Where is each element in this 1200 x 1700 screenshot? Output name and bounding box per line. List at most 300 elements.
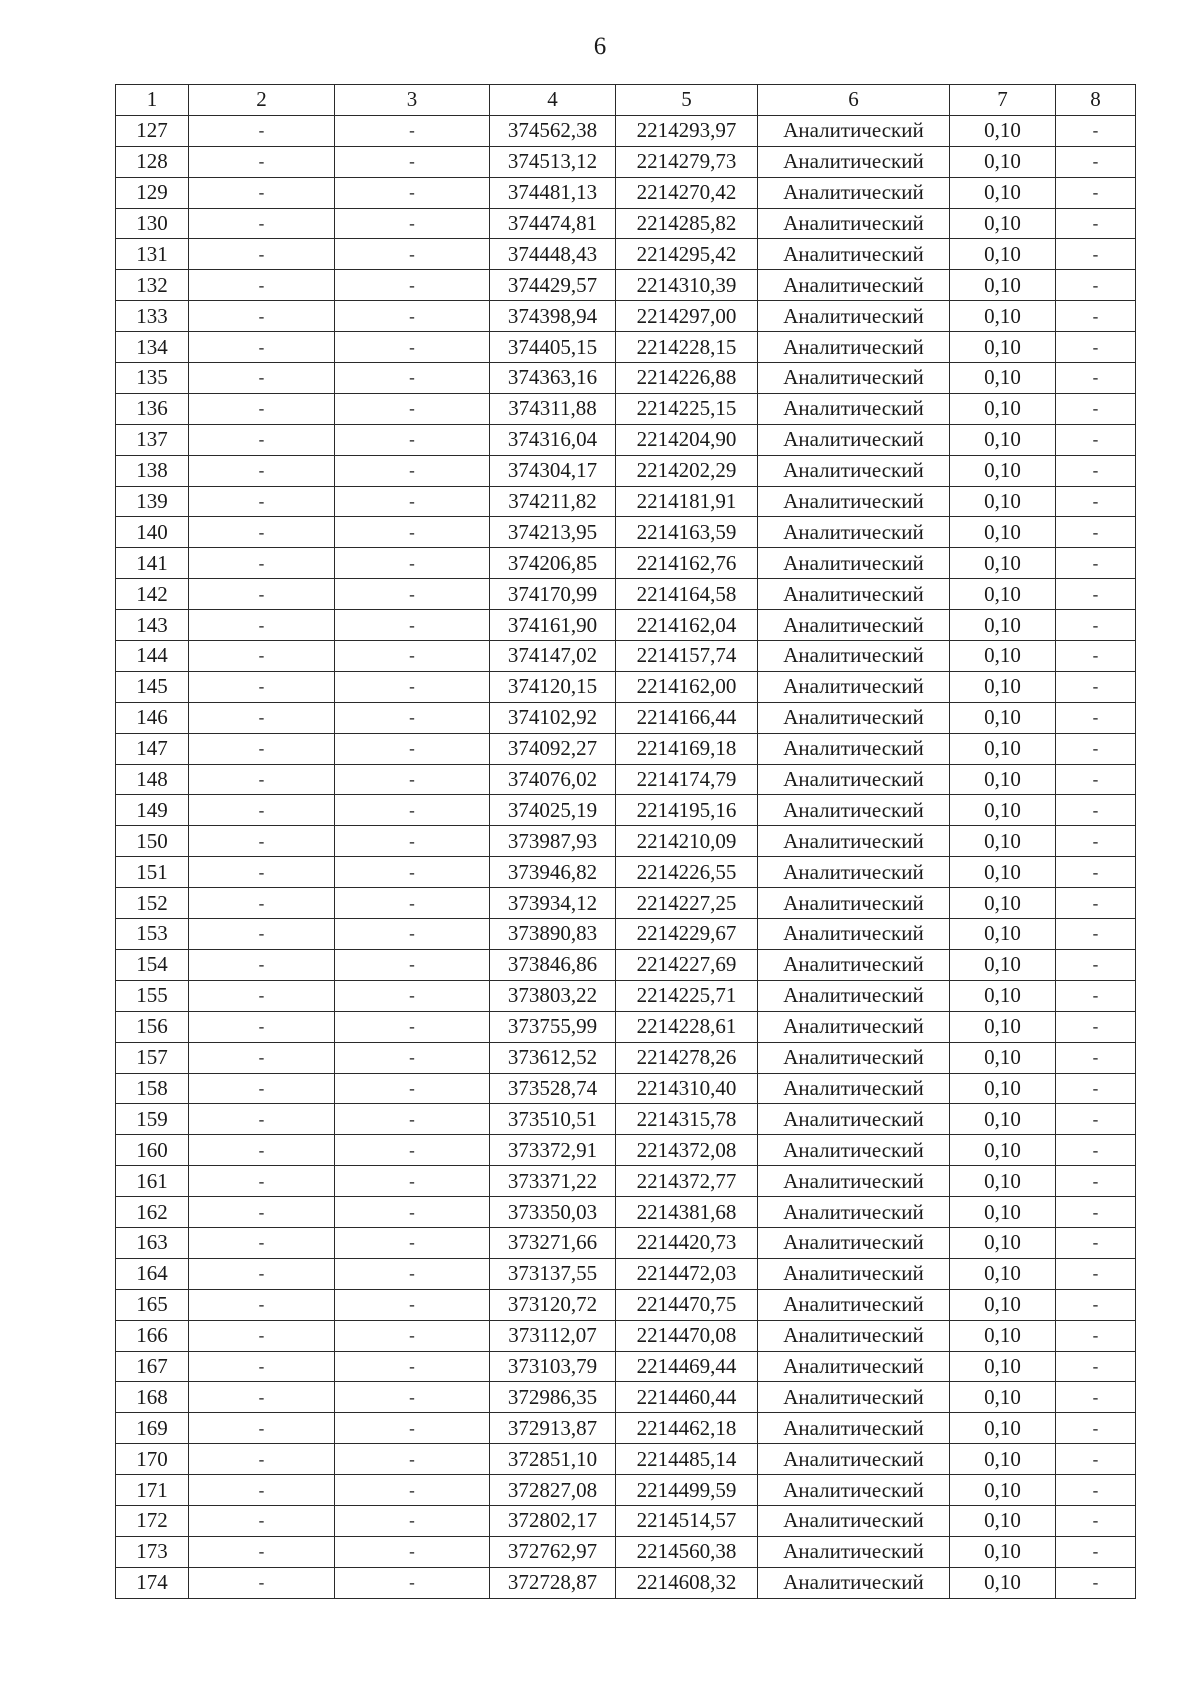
accuracy-cell: 0,10 — [950, 1382, 1056, 1413]
accuracy-cell: 0,10 — [950, 486, 1056, 517]
table-row — [116, 1320, 1136, 1351]
accuracy-cell: 0,10 — [950, 826, 1056, 857]
table-row — [116, 270, 1136, 301]
x-coordinate-cell: 374429,57 — [490, 270, 616, 301]
x-coordinate-cell: 374398,94 — [490, 301, 616, 332]
accuracy-cell: 0,10 — [950, 1505, 1056, 1536]
x-coordinate-cell: 374076,02 — [490, 764, 616, 795]
col8-cell: - — [1056, 1227, 1136, 1258]
col3-cell: - — [335, 1444, 490, 1475]
accuracy-cell: 0,10 — [950, 857, 1056, 888]
col8-cell: - — [1056, 177, 1136, 208]
table-row — [116, 764, 1136, 795]
x-coordinate-cell: 374513,12 — [490, 146, 616, 177]
table-row — [116, 332, 1136, 363]
point-number-cell: 144 — [116, 641, 189, 672]
x-coordinate-cell: 374363,16 — [490, 363, 616, 394]
accuracy-cell: 0,10 — [950, 1351, 1056, 1382]
method-cell: Аналитический — [758, 671, 950, 702]
y-coordinate-cell: 2214210,09 — [616, 826, 758, 857]
table-row — [116, 1135, 1136, 1166]
col2-cell: - — [189, 1444, 335, 1475]
table-row — [116, 1042, 1136, 1073]
y-coordinate-cell: 2214229,67 — [616, 919, 758, 950]
y-coordinate-cell: 2214310,40 — [616, 1073, 758, 1104]
accuracy-cell: 0,10 — [950, 1135, 1056, 1166]
accuracy-cell: 0,10 — [950, 239, 1056, 270]
method-cell: Аналитический — [758, 1258, 950, 1289]
col2-cell: - — [189, 1320, 335, 1351]
col8-cell: - — [1056, 115, 1136, 146]
y-coordinate-cell: 2214278,26 — [616, 1042, 758, 1073]
method-cell: Аналитический — [758, 949, 950, 980]
point-number-cell: 165 — [116, 1289, 189, 1320]
col8-cell: - — [1056, 888, 1136, 919]
x-coordinate-cell: 373987,93 — [490, 826, 616, 857]
point-number-cell: 128 — [116, 146, 189, 177]
table-row — [116, 1197, 1136, 1228]
accuracy-cell: 0,10 — [950, 579, 1056, 610]
point-number-cell: 148 — [116, 764, 189, 795]
accuracy-cell: 0,10 — [950, 702, 1056, 733]
col2-cell: - — [189, 517, 335, 548]
point-number-cell: 135 — [116, 363, 189, 394]
method-cell: Аналитический — [758, 1505, 950, 1536]
table-row — [116, 455, 1136, 486]
col2-cell: - — [189, 270, 335, 301]
table-row — [116, 177, 1136, 208]
method-cell: Аналитический — [758, 208, 950, 239]
accuracy-cell: 0,10 — [950, 1258, 1056, 1289]
point-number-cell: 155 — [116, 980, 189, 1011]
y-coordinate-cell: 2214162,04 — [616, 610, 758, 641]
method-cell: Аналитический — [758, 393, 950, 424]
table-row — [116, 1104, 1136, 1135]
method-cell: Аналитический — [758, 177, 950, 208]
col3-cell: - — [335, 1351, 490, 1382]
point-number-cell: 131 — [116, 239, 189, 270]
y-coordinate-cell: 2214163,59 — [616, 517, 758, 548]
method-cell: Аналитический — [758, 1011, 950, 1042]
method-cell: Аналитический — [758, 1320, 950, 1351]
col3-cell: - — [335, 980, 490, 1011]
method-cell: Аналитический — [758, 301, 950, 332]
col3-cell: - — [335, 1505, 490, 1536]
accuracy-cell: 0,10 — [950, 610, 1056, 641]
method-cell: Аналитический — [758, 1351, 950, 1382]
accuracy-cell: 0,10 — [950, 888, 1056, 919]
col8-cell: - — [1056, 1166, 1136, 1197]
x-coordinate-cell: 372986,35 — [490, 1382, 616, 1413]
x-coordinate-cell: 372728,87 — [490, 1567, 616, 1598]
y-coordinate-cell: 2214166,44 — [616, 702, 758, 733]
table-row — [116, 301, 1136, 332]
coordinates-table — [115, 84, 1136, 1599]
accuracy-cell: 0,10 — [950, 1289, 1056, 1320]
y-coordinate-cell: 2214293,97 — [616, 115, 758, 146]
x-coordinate-cell: 373137,55 — [490, 1258, 616, 1289]
col3-cell: - — [335, 1011, 490, 1042]
col3-cell: - — [335, 270, 490, 301]
col3-cell: - — [335, 1320, 490, 1351]
col8-cell: - — [1056, 641, 1136, 672]
accuracy-cell: 0,10 — [950, 1444, 1056, 1475]
method-cell: Аналитический — [758, 332, 950, 363]
col2-cell: - — [189, 239, 335, 270]
col8-cell: - — [1056, 733, 1136, 764]
point-number-cell: 166 — [116, 1320, 189, 1351]
accuracy-cell: 0,10 — [950, 1104, 1056, 1135]
x-coordinate-cell: 374316,04 — [490, 424, 616, 455]
y-coordinate-cell: 2214297,00 — [616, 301, 758, 332]
x-coordinate-cell: 374211,82 — [490, 486, 616, 517]
point-number-cell: 127 — [116, 115, 189, 146]
col2-cell: - — [189, 115, 335, 146]
table-row — [116, 641, 1136, 672]
accuracy-cell: 0,10 — [950, 1475, 1056, 1506]
col3-cell: - — [335, 455, 490, 486]
col8-cell: - — [1056, 795, 1136, 826]
point-number-cell: 170 — [116, 1444, 189, 1475]
y-coordinate-cell: 2214225,71 — [616, 980, 758, 1011]
col8-cell: - — [1056, 1413, 1136, 1444]
y-coordinate-cell: 2214469,44 — [616, 1351, 758, 1382]
col8-cell: - — [1056, 1011, 1136, 1042]
col2-cell: - — [189, 393, 335, 424]
table-row — [116, 671, 1136, 702]
col3-cell: - — [335, 1475, 490, 1506]
point-number-cell: 132 — [116, 270, 189, 301]
col3-cell: - — [335, 1197, 490, 1228]
col8-cell: - — [1056, 949, 1136, 980]
col3-cell: - — [335, 1073, 490, 1104]
table-row — [116, 1413, 1136, 1444]
accuracy-cell: 0,10 — [950, 1567, 1056, 1598]
col2-cell: - — [189, 1351, 335, 1382]
x-coordinate-cell: 374092,27 — [490, 733, 616, 764]
x-coordinate-cell: 373103,79 — [490, 1351, 616, 1382]
y-coordinate-cell: 2214310,39 — [616, 270, 758, 301]
col8-cell: - — [1056, 1351, 1136, 1382]
method-cell: Аналитический — [758, 548, 950, 579]
col3-cell: - — [335, 733, 490, 764]
accuracy-cell: 0,10 — [950, 980, 1056, 1011]
method-cell: Аналитический — [758, 1197, 950, 1228]
y-coordinate-cell: 2214485,14 — [616, 1444, 758, 1475]
x-coordinate-cell: 374562,38 — [490, 115, 616, 146]
accuracy-cell: 0,10 — [950, 733, 1056, 764]
point-number-cell: 153 — [116, 919, 189, 950]
point-number-cell: 140 — [116, 517, 189, 548]
y-coordinate-cell: 2214157,74 — [616, 641, 758, 672]
y-coordinate-cell: 2214181,91 — [616, 486, 758, 517]
method-cell: Аналитический — [758, 733, 950, 764]
point-number-cell: 130 — [116, 208, 189, 239]
table-row — [116, 239, 1136, 270]
col2-cell: - — [189, 1011, 335, 1042]
accuracy-cell: 0,10 — [950, 1197, 1056, 1228]
col3-cell: - — [335, 363, 490, 394]
x-coordinate-cell: 374213,95 — [490, 517, 616, 548]
y-coordinate-cell: 2214420,73 — [616, 1227, 758, 1258]
accuracy-cell: 0,10 — [950, 455, 1056, 486]
point-number-cell: 147 — [116, 733, 189, 764]
y-coordinate-cell: 2214470,75 — [616, 1289, 758, 1320]
accuracy-cell: 0,10 — [950, 146, 1056, 177]
x-coordinate-cell: 374311,88 — [490, 393, 616, 424]
method-cell: Аналитический — [758, 826, 950, 857]
col3-cell: - — [335, 424, 490, 455]
point-number-cell: 150 — [116, 826, 189, 857]
col2-cell: - — [189, 702, 335, 733]
col3-cell: - — [335, 208, 490, 239]
method-cell: Аналитический — [758, 888, 950, 919]
col3-cell: - — [335, 1227, 490, 1258]
x-coordinate-cell: 374304,17 — [490, 455, 616, 486]
table-row — [116, 424, 1136, 455]
y-coordinate-cell: 2214162,76 — [616, 548, 758, 579]
x-coordinate-cell: 374405,15 — [490, 332, 616, 363]
method-cell: Аналитический — [758, 579, 950, 610]
accuracy-cell: 0,10 — [950, 1227, 1056, 1258]
y-coordinate-cell: 2214169,18 — [616, 733, 758, 764]
col3-cell: - — [335, 1413, 490, 1444]
col3-cell: - — [335, 579, 490, 610]
col3-cell: - — [335, 486, 490, 517]
column-header: 6 — [758, 85, 950, 116]
point-number-cell: 167 — [116, 1351, 189, 1382]
x-coordinate-cell: 372851,10 — [490, 1444, 616, 1475]
point-number-cell: 171 — [116, 1475, 189, 1506]
col2-cell: - — [189, 1413, 335, 1444]
y-coordinate-cell: 2214470,08 — [616, 1320, 758, 1351]
col8-cell: - — [1056, 1505, 1136, 1536]
table-row — [116, 1227, 1136, 1258]
col8-cell: - — [1056, 517, 1136, 548]
col8-cell: - — [1056, 1135, 1136, 1166]
col3-cell: - — [335, 610, 490, 641]
column-header: 4 — [490, 85, 616, 116]
y-coordinate-cell: 2214226,88 — [616, 363, 758, 394]
accuracy-cell: 0,10 — [950, 1166, 1056, 1197]
method-cell: Аналитический — [758, 146, 950, 177]
table-row — [116, 1505, 1136, 1536]
y-coordinate-cell: 2214228,61 — [616, 1011, 758, 1042]
table-row — [116, 888, 1136, 919]
x-coordinate-cell: 373528,74 — [490, 1073, 616, 1104]
point-number-cell: 164 — [116, 1258, 189, 1289]
col2-cell: - — [189, 1135, 335, 1166]
col3-cell: - — [335, 702, 490, 733]
col2-cell: - — [189, 826, 335, 857]
col2-cell: - — [189, 949, 335, 980]
col8-cell: - — [1056, 826, 1136, 857]
y-coordinate-cell: 2214202,29 — [616, 455, 758, 486]
method-cell: Аналитический — [758, 1135, 950, 1166]
table-row — [116, 1536, 1136, 1567]
accuracy-cell: 0,10 — [950, 641, 1056, 672]
col3-cell: - — [335, 764, 490, 795]
col2-cell: - — [189, 1166, 335, 1197]
point-number-cell: 136 — [116, 393, 189, 424]
accuracy-cell: 0,10 — [950, 764, 1056, 795]
accuracy-cell: 0,10 — [950, 671, 1056, 702]
point-number-cell: 134 — [116, 332, 189, 363]
col8-cell: - — [1056, 548, 1136, 579]
x-coordinate-cell: 373612,52 — [490, 1042, 616, 1073]
point-number-cell: 141 — [116, 548, 189, 579]
x-coordinate-cell: 374102,92 — [490, 702, 616, 733]
col8-cell: - — [1056, 270, 1136, 301]
method-cell: Аналитический — [758, 1475, 950, 1506]
col2-cell: - — [189, 1258, 335, 1289]
col3-cell: - — [335, 949, 490, 980]
col3-cell: - — [335, 239, 490, 270]
col8-cell: - — [1056, 208, 1136, 239]
point-number-cell: 143 — [116, 610, 189, 641]
method-cell: Аналитический — [758, 919, 950, 950]
accuracy-cell: 0,10 — [950, 949, 1056, 980]
method-cell: Аналитический — [758, 270, 950, 301]
col8-cell: - — [1056, 764, 1136, 795]
x-coordinate-cell: 372827,08 — [490, 1475, 616, 1506]
col2-cell: - — [189, 301, 335, 332]
point-number-cell: 161 — [116, 1166, 189, 1197]
column-header: 5 — [616, 85, 758, 116]
col8-cell: - — [1056, 1536, 1136, 1567]
y-coordinate-cell: 2214279,73 — [616, 146, 758, 177]
accuracy-cell: 0,10 — [950, 919, 1056, 950]
y-coordinate-cell: 2214227,69 — [616, 949, 758, 980]
x-coordinate-cell: 374120,15 — [490, 671, 616, 702]
column-header: 3 — [335, 85, 490, 116]
table-row — [116, 980, 1136, 1011]
col8-cell: - — [1056, 1320, 1136, 1351]
x-coordinate-cell: 374161,90 — [490, 610, 616, 641]
col8-cell: - — [1056, 610, 1136, 641]
table-row — [116, 1289, 1136, 1320]
col2-cell: - — [189, 1289, 335, 1320]
point-number-cell: 152 — [116, 888, 189, 919]
x-coordinate-cell: 374448,43 — [490, 239, 616, 270]
col2-cell: - — [189, 548, 335, 579]
col3-cell: - — [335, 1104, 490, 1135]
point-number-cell: 154 — [116, 949, 189, 980]
col2-cell: - — [189, 146, 335, 177]
point-number-cell: 173 — [116, 1536, 189, 1567]
point-number-cell: 163 — [116, 1227, 189, 1258]
col3-cell: - — [335, 857, 490, 888]
col3-cell: - — [335, 548, 490, 579]
col8-cell: - — [1056, 919, 1136, 950]
accuracy-cell: 0,10 — [950, 1042, 1056, 1073]
col2-cell: - — [189, 455, 335, 486]
col8-cell: - — [1056, 1073, 1136, 1104]
col2-cell: - — [189, 1536, 335, 1567]
page-number: 6 — [593, 33, 607, 60]
col3-cell: - — [335, 671, 490, 702]
accuracy-cell: 0,10 — [950, 208, 1056, 239]
col8-cell: - — [1056, 1382, 1136, 1413]
point-number-cell: 172 — [116, 1505, 189, 1536]
point-number-cell: 157 — [116, 1042, 189, 1073]
point-number-cell: 142 — [116, 579, 189, 610]
table-row — [116, 1351, 1136, 1382]
x-coordinate-cell: 373934,12 — [490, 888, 616, 919]
accuracy-cell: 0,10 — [950, 795, 1056, 826]
method-cell: Аналитический — [758, 424, 950, 455]
column-header: 8 — [1056, 85, 1136, 116]
x-coordinate-cell: 373271,66 — [490, 1227, 616, 1258]
point-number-cell: 139 — [116, 486, 189, 517]
point-number-cell: 168 — [116, 1382, 189, 1413]
col2-cell: - — [189, 764, 335, 795]
point-number-cell: 159 — [116, 1104, 189, 1135]
col2-cell: - — [189, 980, 335, 1011]
y-coordinate-cell: 2214228,15 — [616, 332, 758, 363]
x-coordinate-cell: 374481,13 — [490, 177, 616, 208]
col8-cell: - — [1056, 486, 1136, 517]
x-coordinate-cell: 373510,51 — [490, 1104, 616, 1135]
col8-cell: - — [1056, 1567, 1136, 1598]
y-coordinate-cell: 2214162,00 — [616, 671, 758, 702]
y-coordinate-cell: 2214460,44 — [616, 1382, 758, 1413]
col2-cell: - — [189, 610, 335, 641]
col3-cell: - — [335, 1382, 490, 1413]
col8-cell: - — [1056, 363, 1136, 394]
col3-cell: - — [335, 115, 490, 146]
table-row — [116, 115, 1136, 146]
table-row — [116, 486, 1136, 517]
accuracy-cell: 0,10 — [950, 393, 1056, 424]
col8-cell: - — [1056, 1104, 1136, 1135]
x-coordinate-cell: 374147,02 — [490, 641, 616, 672]
point-number-cell: 146 — [116, 702, 189, 733]
method-cell: Аналитический — [758, 1042, 950, 1073]
y-coordinate-cell: 2214226,55 — [616, 857, 758, 888]
method-cell: Аналитический — [758, 1166, 950, 1197]
col2-cell: - — [189, 1475, 335, 1506]
accuracy-cell: 0,10 — [950, 1011, 1056, 1042]
point-number-cell: 156 — [116, 1011, 189, 1042]
accuracy-cell: 0,10 — [950, 177, 1056, 208]
y-coordinate-cell: 2214608,32 — [616, 1567, 758, 1598]
col8-cell: - — [1056, 393, 1136, 424]
col2-cell: - — [189, 919, 335, 950]
y-coordinate-cell: 2214227,25 — [616, 888, 758, 919]
x-coordinate-cell: 373890,83 — [490, 919, 616, 950]
x-coordinate-cell: 374170,99 — [490, 579, 616, 610]
column-header: 1 — [116, 85, 189, 116]
accuracy-cell: 0,10 — [950, 301, 1056, 332]
col3-cell: - — [335, 393, 490, 424]
method-cell: Аналитический — [758, 1289, 950, 1320]
table-row — [116, 919, 1136, 950]
method-cell: Аналитический — [758, 455, 950, 486]
y-coordinate-cell: 2214462,18 — [616, 1413, 758, 1444]
method-cell: Аналитический — [758, 1073, 950, 1104]
y-coordinate-cell: 2214285,82 — [616, 208, 758, 239]
col3-cell: - — [335, 1536, 490, 1567]
table-row — [116, 363, 1136, 394]
col3-cell: - — [335, 1042, 490, 1073]
col3-cell: - — [335, 301, 490, 332]
point-number-cell: 174 — [116, 1567, 189, 1598]
x-coordinate-cell: 373946,82 — [490, 857, 616, 888]
y-coordinate-cell: 2214560,38 — [616, 1536, 758, 1567]
col3-cell: - — [335, 919, 490, 950]
col8-cell: - — [1056, 455, 1136, 486]
